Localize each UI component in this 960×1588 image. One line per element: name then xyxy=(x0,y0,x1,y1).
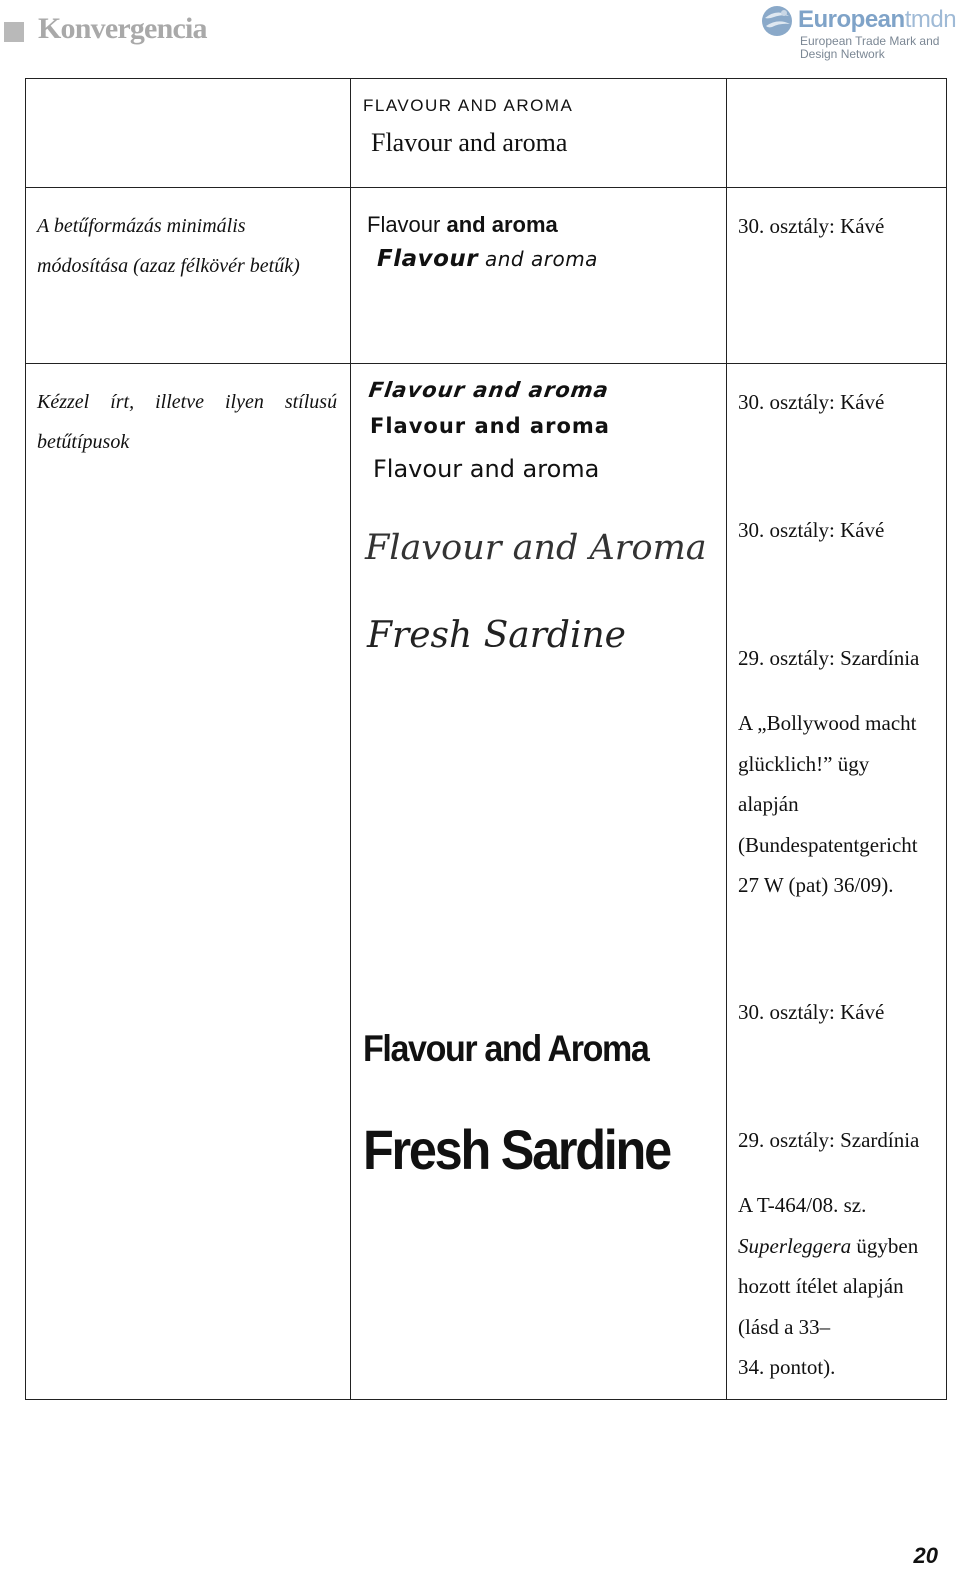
example-calligraphic-1: Flavour and Aroma xyxy=(365,528,707,568)
note-line: hozott ítélet alapján xyxy=(738,1274,904,1298)
row-divider xyxy=(25,363,947,364)
row-divider xyxy=(25,187,947,188)
description-handwritten-line2: betűtípusok xyxy=(37,431,130,453)
globe-icon xyxy=(760,4,794,38)
example-brush-2: Fresh Sardine xyxy=(363,1118,670,1181)
note-line: glücklich!” ügy xyxy=(738,751,870,776)
description-handwritten-line1: Kézzel írt, illetve ilyen stílusú xyxy=(37,391,338,413)
example-handwritten-2: Flavour and aroma xyxy=(370,414,610,438)
note-line: 27 W (pat) 36/09). xyxy=(738,873,894,897)
example-script-bold: Flavour and aroma xyxy=(377,246,598,272)
note-line: Superleggera ügyben xyxy=(738,1233,919,1258)
example-plain: Flavour and aroma xyxy=(371,128,568,157)
note-bollywood xyxy=(738,703,918,906)
header-title: Konvergencia xyxy=(38,12,207,45)
note-line: alapján xyxy=(738,792,799,816)
note-line: A T-464/08. sz. xyxy=(738,1193,867,1217)
class-label: 30. osztály: Kávé xyxy=(738,214,885,238)
note-line: A „Bollywood macht xyxy=(738,711,917,735)
header-square-mark xyxy=(4,22,24,42)
page-number: 20 xyxy=(913,1543,938,1568)
example-handwritten-1: Flavour and aroma xyxy=(367,378,611,402)
class-label: 29. osztály: Szardínia xyxy=(738,1128,920,1152)
column-divider xyxy=(350,78,351,1400)
column-divider xyxy=(726,78,727,1400)
note-line: (Bundespatentgericht xyxy=(738,832,918,857)
description-bold-modification: A betűformázás minimális módosítása (azaz félkövér betűk) xyxy=(37,215,300,277)
example-brush-1: Flavour and Aroma xyxy=(363,1028,649,1069)
logo-wordmark: Europeantmdn xyxy=(798,6,957,33)
class-label: 30. osztály: Kávé xyxy=(738,390,885,414)
example-partial-bold: Flavour and aroma xyxy=(367,212,558,237)
note-superleggera xyxy=(738,1185,918,1388)
logo-subtitle: European Trade Mark and Design Network xyxy=(800,34,940,61)
example-caps: FLAVOUR AND AROMA xyxy=(363,96,574,115)
note-line: (lásd a 33– xyxy=(738,1314,831,1339)
example-calligraphic-2: Fresh Sardine xyxy=(367,615,626,656)
class-label: 29. osztály: Szardínia xyxy=(738,646,920,670)
note-line: 34. pontot). xyxy=(738,1355,836,1379)
etmdn-logo xyxy=(760,2,958,64)
example-handwritten-3: Flavour and aroma xyxy=(373,455,600,483)
class-label: 30. osztály: Kávé xyxy=(738,518,885,542)
class-label: 30. osztály: Kávé xyxy=(738,1000,885,1024)
